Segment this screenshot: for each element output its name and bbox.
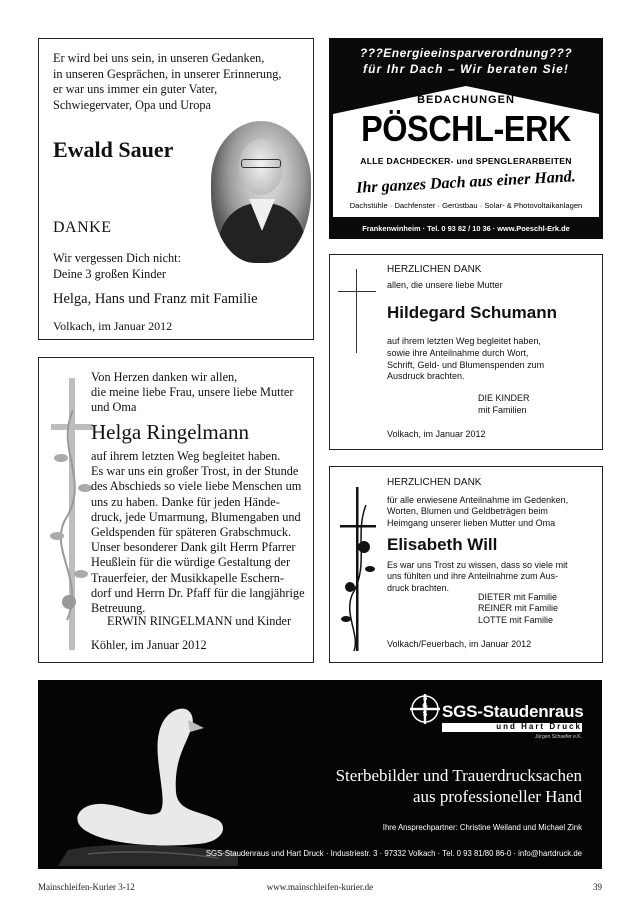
will-signature-line: LOTTE mit Familie (478, 614, 554, 625)
schumann-text-line: auf ihrem letzten Weg begleitet haben, (387, 336, 541, 346)
sgs-headline-2: aus professioneller Hand (412, 787, 582, 806)
ringelmann-text (91, 449, 307, 616)
ringelmann-text-line: dorf und Herrn Dr. Pfaff für die langjährige (91, 585, 305, 600)
ewald-danke: DANKE (53, 219, 112, 236)
sgs-contact: SGS-Staudenraus und Hart Druck · Industriestr. 3 · 97332 Volkach · Tel. 0 93 81/80 86-0 · info@hartdruck.de (205, 849, 582, 858)
ad-helga-ringelmann (38, 357, 314, 663)
ewald-intro-line: er war uns immer ein guter Vater, (53, 82, 218, 96)
will-text1 (387, 495, 599, 529)
ewald-intro-line: Er wird bei uns sein, in unseren Gedanken, (53, 51, 265, 65)
will-text1-line: Heimgang unserer lieben Mutter und Oma (387, 517, 556, 528)
ringelmann-text-line: Es war uns ein großer Trost, in der Stunde (91, 464, 299, 479)
will-text1-line: für alle erwiesene Anteilnahme im Gedenken, (387, 495, 569, 505)
ringelmann-text-line: uns zu haben. Danke für jeden Hände- (91, 494, 280, 509)
will-signature (478, 592, 558, 626)
ringelmann-place: Köhler, im Januar 2012 (91, 638, 207, 652)
will-signature-line: REINER mit Familie (478, 603, 559, 614)
schumann-text-line: Schrift, Geld- und Blumenspenden zum (387, 359, 545, 370)
ringelmann-text-line: auf ihrem letzten Weg begleitet haben. (91, 449, 281, 463)
ad-poeschl-erk (329, 38, 603, 239)
poeschl-slogan: Ihr ganzes Dach aus einer Hand. (355, 168, 577, 197)
schumann-place: Volkach, im Januar 2012 (387, 429, 486, 439)
poeschl-big-title: PÖSCHL-ERK (361, 108, 571, 149)
schumann-signature-line: DIE KINDER (478, 393, 530, 403)
sgs-headline-1: Sterbebilder und Trauerdrucksachen (335, 766, 582, 785)
will-text1-line: Worten, Blumen und Geldbeträgen beim (387, 506, 548, 517)
sgs-logo-letter: S (422, 711, 428, 718)
ewald-intro-line: in unseren Gesprächen, in unserer Erinnerung, (53, 66, 282, 81)
ad-elisabeth-will (329, 466, 603, 663)
ad-ewald-sauer (38, 38, 314, 340)
cross-with-rose-icon (336, 485, 382, 653)
poeschl-question-1: ???Energieeinsparverordnung??? (359, 46, 573, 60)
ewald-name: Ewald Sauer (53, 137, 174, 162)
schumann-signature-line: mit Familien (478, 404, 527, 415)
schumann-signature (478, 393, 530, 417)
poeschl-subtitle: ALLE DACHDECKER- und SPENGLERARBEITEN (360, 156, 572, 166)
will-heading: HERZLICHEN DANK (387, 477, 482, 488)
portrait-photo (211, 121, 311, 263)
sgs-logo-letter: S (422, 695, 428, 702)
ringelmann-text-line: Heußlein für die würdige Gestaltung der (91, 555, 291, 570)
sgs-owner: Jürgen Schaefer e.K. (535, 734, 582, 740)
ewald-forget-line: Wir vergessen Dich nicht: (53, 251, 182, 265)
poeschl-contact: Frankenwinheim · Tel. 0 93 82 / 10 36 · www.Poeschl-Erk.de (362, 224, 570, 233)
poeschl-question-2: für Ihr Dach – Wir beraten Sie! (362, 62, 570, 76)
ringelmann-text-line: Unser besonderer Dank gilt Herrn Pfarrer (91, 540, 296, 555)
poeschl-small-title: BEDACHUNGEN (417, 94, 515, 106)
footer-page-number: 39 (593, 882, 602, 892)
ringelmann-text-line: des Abschieds so viele liebe Menschen um (91, 479, 302, 494)
sgs-brand-sub: und Hart Druck (496, 722, 582, 731)
footer-website: www.mainschleifen-kurier.de (266, 882, 374, 892)
sgs-logo-letter: G (422, 703, 428, 710)
ewald-forget-line: Deine 3 großen Kinder (53, 266, 167, 281)
cross-icon-bar (338, 291, 376, 292)
ringelmann-text-line: Betreuung. (91, 601, 146, 616)
ringelmann-signature: ERWIN RINGELMANN und Kinder (107, 614, 292, 628)
ewald-intro-line: Schwiegervater, Opa und Uropa (53, 97, 211, 112)
ringelmann-intro-line: und Oma (91, 400, 137, 415)
will-name: Elisabeth Will (387, 535, 498, 554)
will-signature-line: DIETER mit Familie (478, 592, 558, 602)
will-text2 (387, 560, 599, 594)
will-place: Volkach/Feuerbach, im Januar 2012 (387, 639, 532, 649)
ringelmann-intro (91, 370, 301, 416)
schumann-heading: HERZLICHEN DANK (387, 264, 482, 275)
will-text2-line: Es war uns Trost zu wissen, dass so viele mit (387, 560, 568, 570)
footer-publication: Mainschleifen-Kurier 3-12 (38, 882, 135, 892)
poeschl-services: Dachstühle · Dachfenster · Gerüstbau · Solar- & Photovoltaikanlagen (349, 201, 583, 210)
ringelmann-intro-line: die meine liebe Frau, unsere liebe Mutter (91, 385, 294, 400)
ad-sgs-staudenraus (38, 680, 602, 869)
ewald-intro (53, 51, 299, 113)
schumann-name: Hildegard Schumann (387, 303, 558, 322)
ad-hildegard-schumann (329, 254, 603, 450)
swan-image (48, 692, 248, 866)
sgs-brand: SGS-Staudenraus (442, 702, 584, 721)
ringelmann-text-line: Geldspenden für späteren Grabschmuck. (91, 525, 292, 540)
ewald-place: Volkach, im Januar 2012 (53, 319, 173, 333)
schumann-text-line: Ausdruck brachten. (387, 371, 465, 382)
ringelmann-text-line: Trauerfeier, der Musikkapelle Eschern- (91, 570, 284, 585)
will-text2-line: druck brachten. (387, 582, 450, 593)
cross-icon (356, 269, 357, 353)
ewald-forget (53, 251, 181, 282)
will-text2-line: uns fühlten und ihre Anteilnahme zum Aus- (387, 571, 559, 582)
ewald-family: Helga, Hans und Franz mit Familie (53, 291, 258, 307)
schumann-text (387, 336, 597, 383)
ringelmann-text-line: druck, jede Umarmung, Blumengaben und (91, 509, 301, 524)
sgs-partners: Ihre Ansprechpartner: Christine Weiland und Michael Zink (382, 823, 582, 832)
ringelmann-name: Helga Ringelmann (91, 420, 250, 444)
sgs-logo-letters (419, 695, 431, 719)
ringelmann-intro-line: Von Herzen danken wir allen, (91, 370, 238, 384)
schumann-line1: allen, die unsere liebe Mutter (387, 280, 503, 290)
schumann-text-line: sowie ihre Anteilnahme durch Wort, (387, 347, 529, 358)
